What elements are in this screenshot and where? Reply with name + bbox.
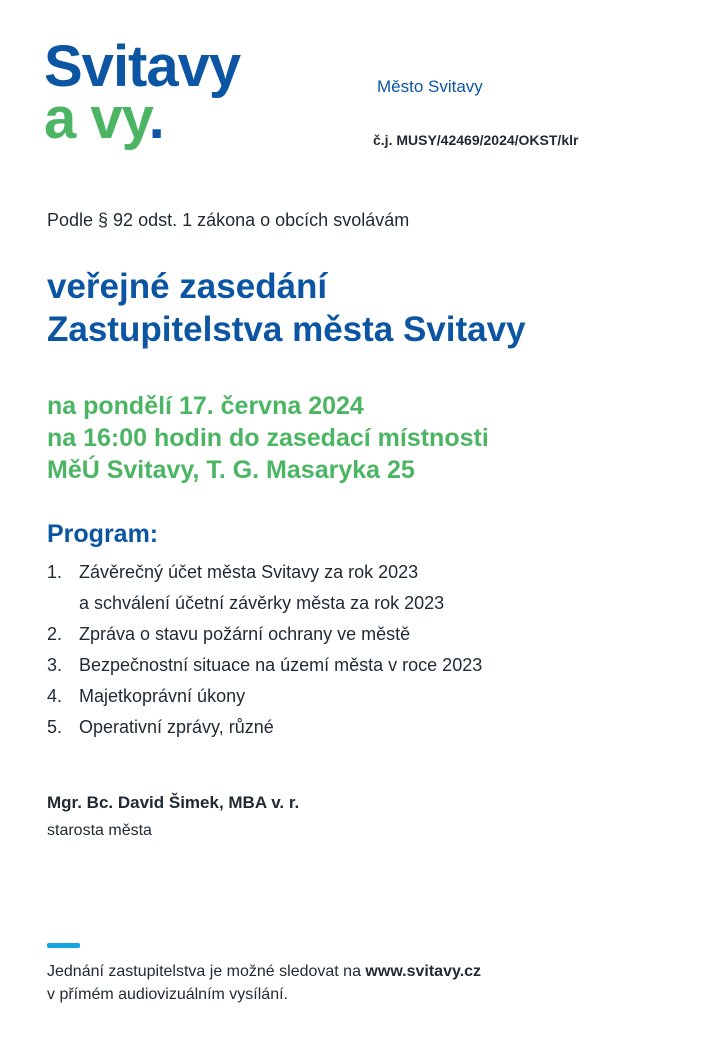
item-text: Zpráva o stavu požární ochrany ve městě [79, 624, 411, 644]
city-name: Město Svitavy [377, 77, 483, 96]
title-line-1: veřejné zasedání [47, 267, 328, 306]
svitavy-logo [44, 34, 241, 151]
footer-line-2: v přímém audiovizuálním vysílání. [47, 986, 288, 1003]
item-text: Závěrečný účet města Svitavy za rok 2023 [79, 562, 419, 582]
signatory-name: Mgr. Bc. David Šimek, MBA v. r. [47, 793, 300, 812]
meeting-date: na pondělí 17. června 2024 [47, 392, 364, 420]
item-text: Bezpečnostní situace na území města v roce 2023 [79, 655, 483, 675]
title-line-2: Zastupitelstva města Svitavy [47, 310, 526, 349]
item-text: Majetkoprávní úkony [79, 686, 246, 706]
program-title: Program: [47, 520, 159, 548]
footer-line-1 [47, 960, 481, 983]
intro-text: Podle § 92 odst. 1 zákona o obcích svolávám [47, 210, 410, 230]
item-number: 3. [47, 655, 63, 675]
logo-line-2-word: a vy [44, 86, 149, 151]
meeting-address: MěÚ Svitavy, T. G. Masaryka 25 [47, 456, 415, 484]
page-title [47, 265, 526, 351]
meeting-details [47, 390, 489, 486]
item-text: Operativní zprávy, různé [79, 717, 274, 737]
accent-divider [47, 943, 80, 948]
list-item [47, 650, 482, 681]
item-number: 5. [47, 717, 63, 737]
program-list [47, 557, 482, 743]
signatory-role: starosta města [47, 822, 152, 839]
list-item [47, 712, 482, 743]
item-number: 4. [47, 686, 63, 706]
footer-text: Jednání zastupitelstva je možné sledovat na [47, 963, 366, 980]
footer-note [47, 960, 481, 1006]
logo-line-1: Svitavy [44, 34, 241, 99]
meeting-time-place: na 16:00 hodin do zasedací místnosti [47, 424, 489, 452]
logo-dot: . [148, 86, 164, 151]
list-item [47, 681, 482, 712]
list-item [47, 619, 482, 650]
website-link[interactable]: www.svitavy.cz [365, 963, 482, 980]
list-item-continuation: a schválení účetní závěrky města za rok 2023 [79, 593, 445, 613]
item-number: 2. [47, 624, 63, 644]
reference-number: č.j. MUSY/42469/2024/OKST/klr [373, 132, 579, 148]
item-number: 1. [47, 562, 63, 582]
list-item [47, 557, 482, 588]
